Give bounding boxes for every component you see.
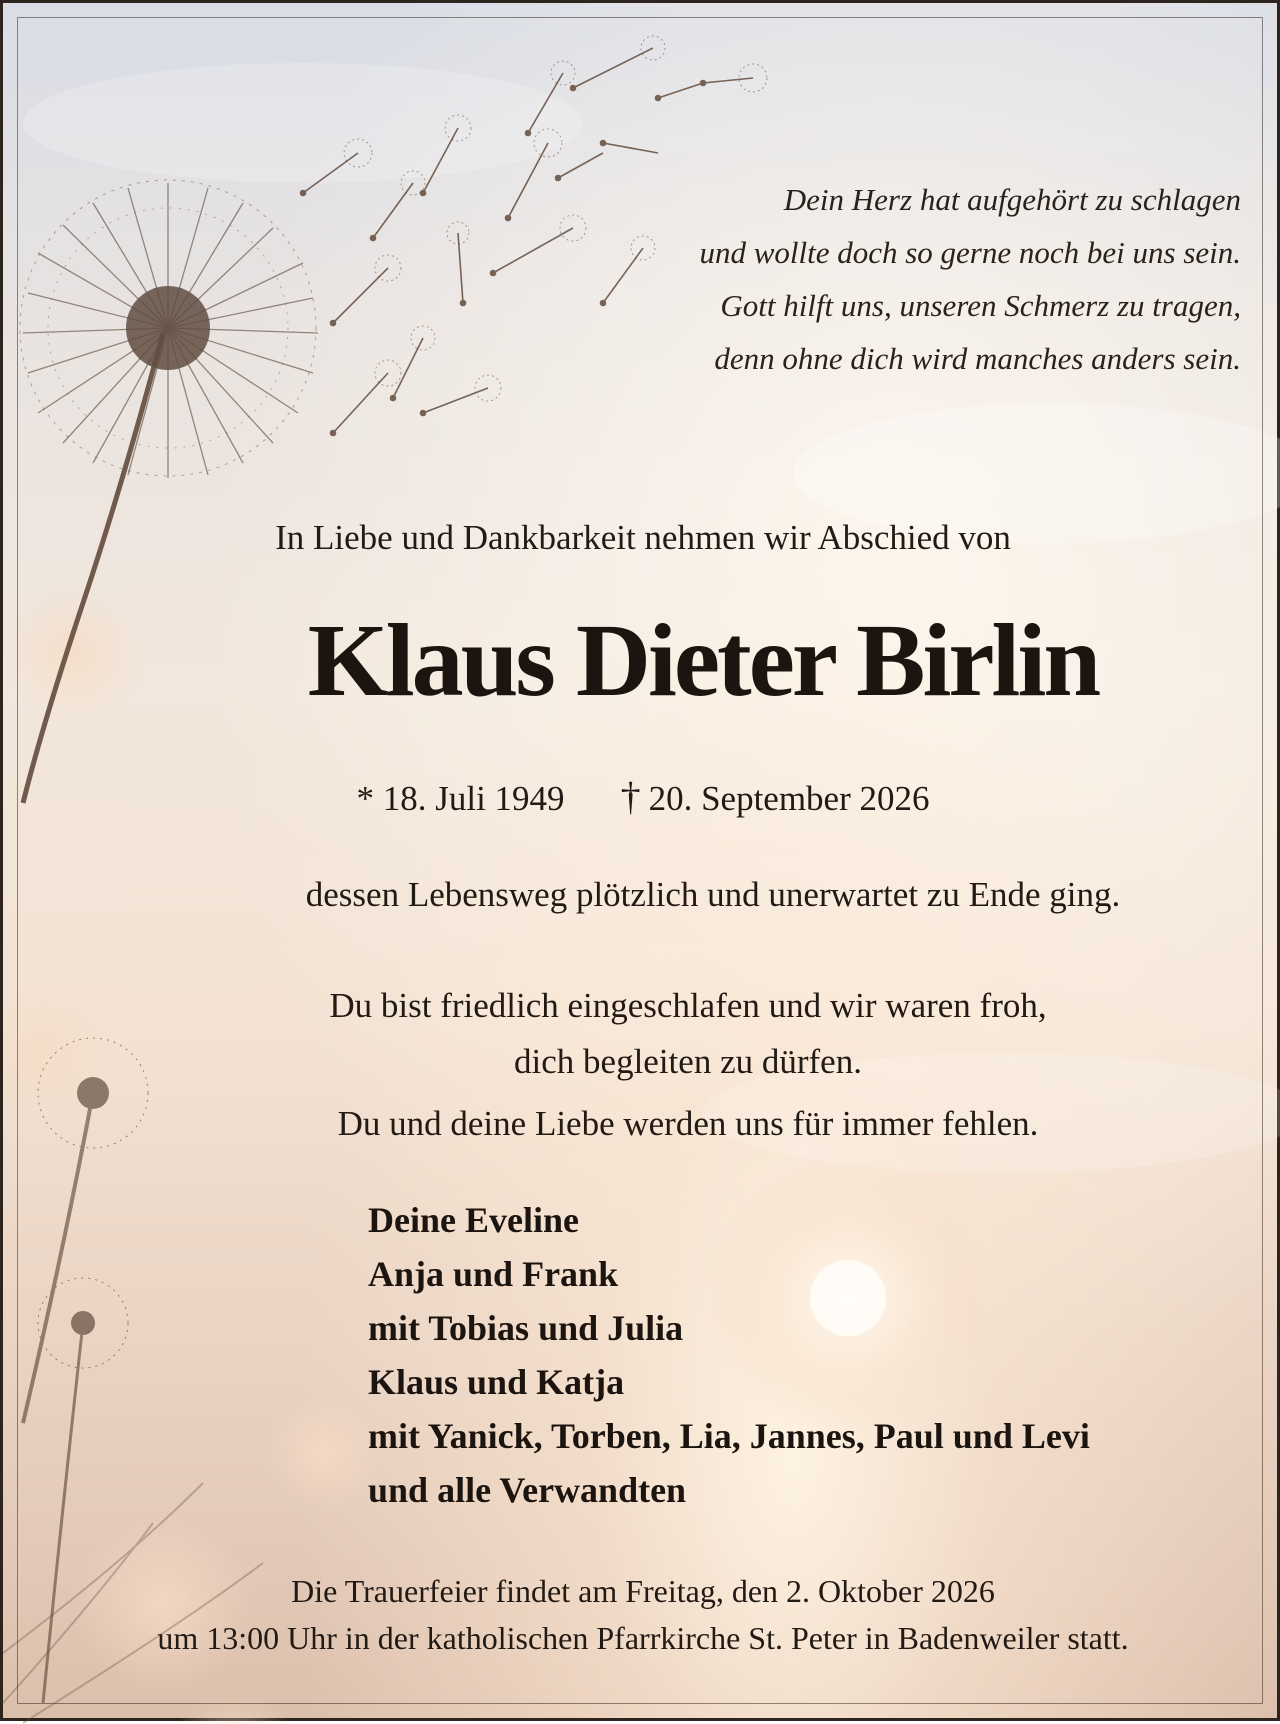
verse-line: Du bist friedlich eingeschlafen und wir waren froh,	[329, 986, 1047, 1025]
cross-icon: †	[620, 774, 641, 819]
mourner-line: Deine Eveline	[368, 1200, 579, 1240]
mourner-line: mit Tobias und Julia	[368, 1308, 684, 1348]
poem-line: und wollte doch so gerne noch bei uns sein.	[699, 235, 1241, 270]
poem	[521, 173, 1241, 385]
mourner-line: Klaus und Katja	[368, 1362, 625, 1402]
funeral-service-info	[3, 1568, 1280, 1662]
death-date: 20. September 2026	[648, 779, 930, 818]
service-line: um 13:00 Uhr in der katholischen Pfarrkirche St. Peter in Badenweiler statt.	[157, 1620, 1129, 1656]
poem-line: Dein Herz hat aufgehört zu schlagen	[783, 182, 1241, 217]
life-path-text: dessen Lebensweg plötzlich und unerwartet zu Ende ging.	[305, 875, 1121, 914]
mourner-line: mit Yanick, Torben, Lia, Jannes, Paul und Levi	[368, 1416, 1090, 1456]
mourners-list	[368, 1193, 1090, 1517]
poem-line: Gott hilft uns, unseren Schmerz zu tragen,	[720, 288, 1241, 323]
farewell-verse	[3, 978, 1280, 1152]
life-dates	[3, 773, 1280, 820]
mourner-line: Anja und Frank	[368, 1254, 619, 1294]
intro-line: In Liebe und Dankbarkeit nehmen wir Abschied von	[275, 518, 1011, 557]
deceased-name: Klaus Dieter Birlin	[307, 603, 1099, 718]
verse-line: dich begleiten zu dürfen.	[514, 1042, 862, 1081]
poem-line: denn ohne dich wird manches anders sein.	[714, 341, 1241, 376]
verse-line: Du und deine Liebe werden uns für immer fehlen.	[337, 1104, 1039, 1143]
service-line: Die Trauerfeier findet am Freitag, den 2. Oktober 2026	[291, 1573, 995, 1609]
mourner-line: und alle Verwandten	[368, 1470, 687, 1510]
birth-date: * 18. Juli 1949	[356, 779, 565, 818]
